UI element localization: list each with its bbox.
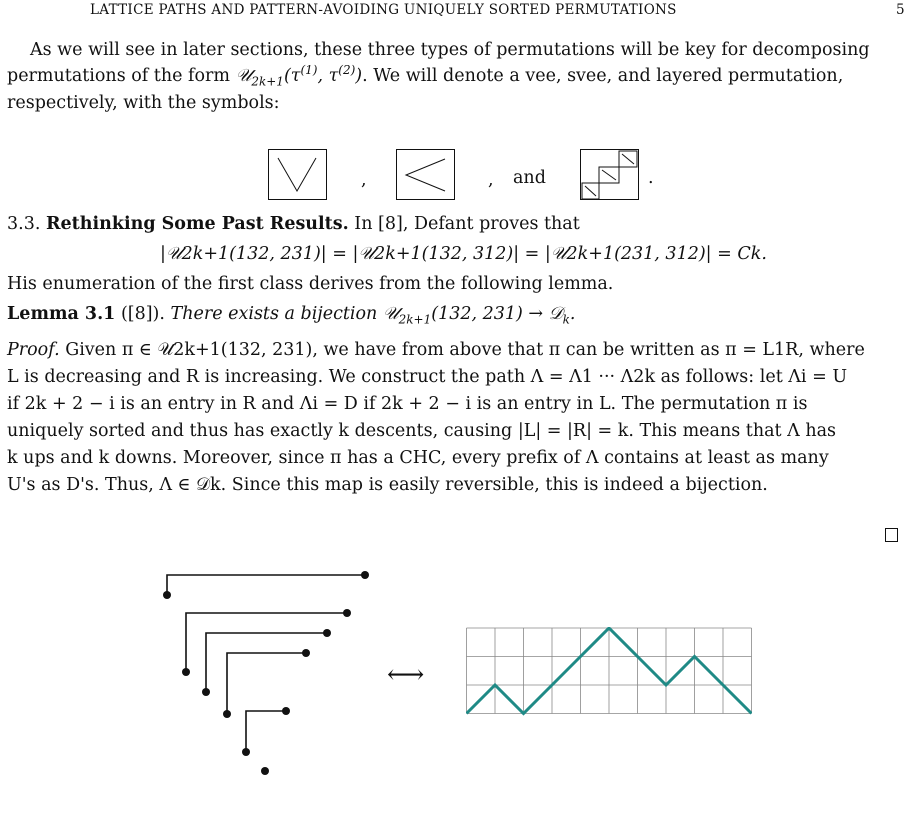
section-number: 3.3.: [7, 214, 41, 234]
proof-line-5: k ups and k downs. Moreover, since π has a CHC, every prefix of Λ contains at least as many: [7, 448, 829, 468]
hook-dot: [242, 748, 250, 756]
hook-dot: [163, 591, 171, 599]
proof-line-1-text: Given π ∈ 𝒰2k+1(132, 231), we have from above that π can be written as π = L1R, where: [65, 340, 865, 360]
proof-line-4: uniquely sorted and thus has exactly k descents, causing |L| = |R| = k. This means that Λ has: [7, 421, 837, 441]
hook-dot: [361, 571, 369, 579]
page-number: 5: [896, 2, 905, 18]
symbol-end-period: .: [648, 168, 654, 188]
display-equation: |𝒰2k+1(132, 231)| = |𝒰2k+1(132, 312)| = |𝒰2k+1(231, 312)| = Ck.: [160, 244, 767, 264]
lemma-3-1: [7, 304, 576, 327]
hook-dot: [182, 668, 190, 676]
intro-line-2-a: permutations of the form: [7, 66, 236, 86]
perm-form-math: $𝒰_{2k+1}(\tau^{(1)}$, $\tau^{(2)}$): [235, 63, 363, 89]
dyck-path-figure: [466, 627, 752, 717]
intro-line-2: [7, 63, 844, 89]
permutation-hook-diagram: [155, 565, 385, 780]
intro-line-1: As we will see in later sections, these three types of permutations will be key for decomposing: [30, 40, 870, 60]
layered-symbol: [580, 149, 640, 201]
proof-label: Proof.: [7, 340, 60, 360]
section-title: Rethinking Some Past Results.: [45, 214, 349, 234]
section-heading: [7, 214, 580, 234]
proof-line-3: if 2k + 2 − i is an entry in R and Λi = D if 2k + 2 − i is an entry in L. The permutation π is: [7, 394, 808, 414]
symbol-and-word: and: [513, 168, 546, 188]
hook-dot: [282, 707, 290, 715]
hook-dot: [323, 629, 331, 637]
bijection-arrow: ⟷: [387, 660, 425, 690]
proof-line-1: [7, 340, 865, 360]
symbol-separator-2: ,: [488, 170, 494, 190]
hook-dot: [302, 649, 310, 657]
qed-box: [885, 528, 898, 542]
proof-line-2: L is decreasing and R is increasing. We construct the path Λ = Λ1 ··· Λ2k as follows: let Λi = U: [7, 367, 848, 387]
section-intro-text: In [8], Defant proves that: [348, 214, 580, 234]
running-title: LATTICE PATHS AND PATTERN-AVOIDING UNIQUELY SORTED PERMUTATIONS: [90, 2, 677, 18]
vee-symbol: [268, 149, 328, 201]
svee-symbol: [396, 149, 456, 201]
hook-dot: [261, 767, 269, 775]
hook-dot: [202, 688, 210, 696]
hook-dot: [343, 609, 351, 617]
intro-line-3: respectively, with the symbols:: [7, 93, 280, 113]
lemma-text: There exists a bijection: [170, 304, 378, 324]
intro-line-2-b: . We will denote a vee, svee, and layered permutation,: [362, 66, 844, 86]
lemma-ref: ([8]).: [120, 304, 165, 324]
lemma-label: Lemma 3.1: [7, 304, 116, 324]
enumeration-sentence: His enumeration of the first class derives from the following lemma.: [7, 274, 614, 294]
proof-line-6: U's as D's. Thus, Λ ∈ 𝒟k. Since this map is easily reversible, this is indeed a bijection.: [7, 475, 768, 495]
hook-dot: [223, 710, 231, 718]
lemma-math: 𝒰$_{2k+1}$(132, 231) → 𝒟$_k$.: [382, 304, 576, 327]
symbol-separator-1: ,: [361, 170, 367, 190]
